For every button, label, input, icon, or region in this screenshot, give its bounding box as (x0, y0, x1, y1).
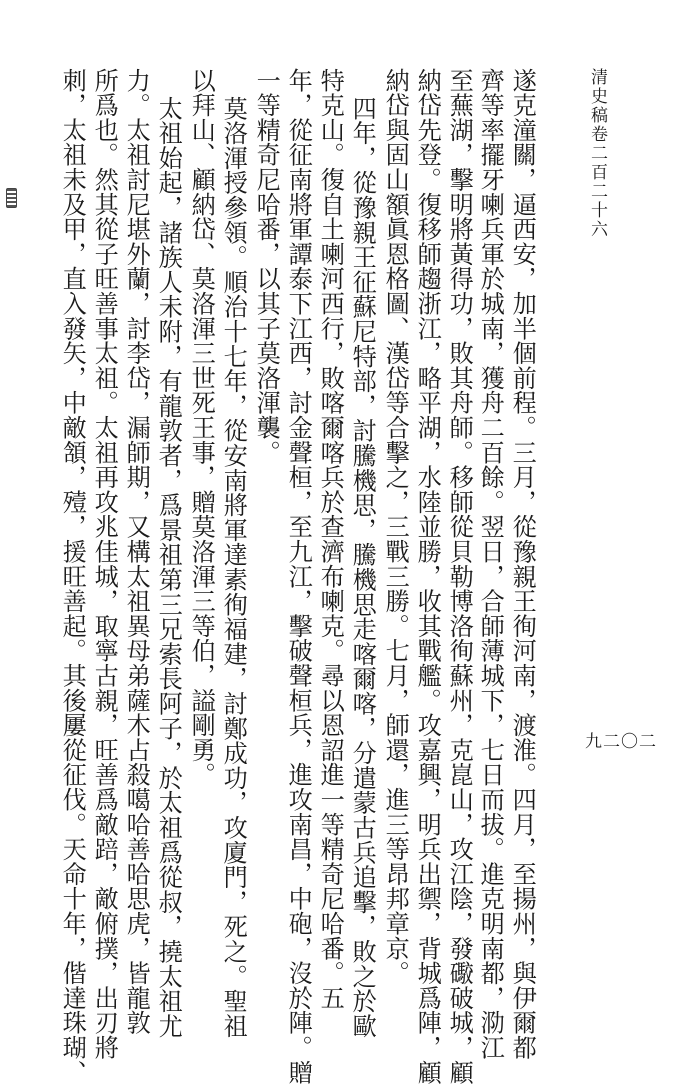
running-header: 清史稿卷二百二十六 (587, 68, 607, 239)
text-column: 納岱先登。復移師趨浙江，略平湖，水陸並勝，收其戰艦。攻嘉興，明兵出禦，背城爲陣，顧 (413, 68, 442, 1085)
text-column: 太祖始起，諸族人未附，有龍敦者，爲景祖第三兄索長阿子，於太祖爲從叔，撓太祖尤 (154, 96, 183, 1039)
text-column: 莫洛渾授參領。順治十七年，從安南將軍達素徇福建，討鄭成功，攻廈門，死之。聖祖 (219, 96, 248, 1039)
text-column: 一等精奇尼哈番，以其子莫洛渾襲。 (252, 68, 281, 465)
text-column: 遂克潼關，逼西安，加半個前程。三月，從豫親王徇河南，渡淮。四月，至揚州，與伊爾都 (508, 68, 537, 1060)
text-column: 刺，太祖未及甲，直入發矢，中敵頷，殪，援旺善起。其後屢從征伐。天命十年，偕達珠瑚、 (58, 68, 87, 1085)
text-column: 年，從征南將軍譚泰下江西，討金聲桓，至九江，擊破聲桓兵，進攻南昌，中砲，沒於陣。贈 (284, 68, 313, 1085)
text-column: 納岱與固山額眞恩格圖、漢岱等合擊之，三戰三勝。七月，師還，進三等昂邦章京。 (381, 68, 410, 986)
text-column: 至蕪湖，擊明將黃得功，敗其舟師。移師從貝勒博洛徇蘇州，克崑山，攻江陰，發礮破城，顧 (445, 68, 474, 1085)
page-edge-mark (6, 188, 17, 208)
text-column: 特克山。復自土喇河西行，敗喀爾喀兵於查濟布喇克。尋以恩詔進一等精奇尼哈番。五 (316, 68, 345, 1011)
text-column: 齊等率擺牙喇兵軍於城南，獲舟二百餘。翌日，合師薄城下，七日而拔。進克明南都，泐江 (476, 68, 505, 1060)
text-column: 力。太祖討尼堪外蘭，討李岱，漏師期，又構太祖異母弟薩木占殺噶哈善哈思虎，皆龍敦 (122, 68, 151, 1036)
text-column: 以拜山、顧納岱、莫洛渾三世死王事，贈莫洛渾三等伯，謚剛勇。 (187, 68, 216, 788)
text-column: 所爲也。然其從子旺善事太祖。太祖再攻兆佳城，取寧古親，旺善爲敵踣，敵俯撲，出刃將 (90, 68, 119, 1060)
page-number: 九二〇二 (585, 732, 657, 752)
text-column: 四年，從豫親王征蘇尼特部，討騰機思，騰機思走喀爾喀，分遣蒙古兵追擊，敗之於歐 (348, 96, 377, 1039)
